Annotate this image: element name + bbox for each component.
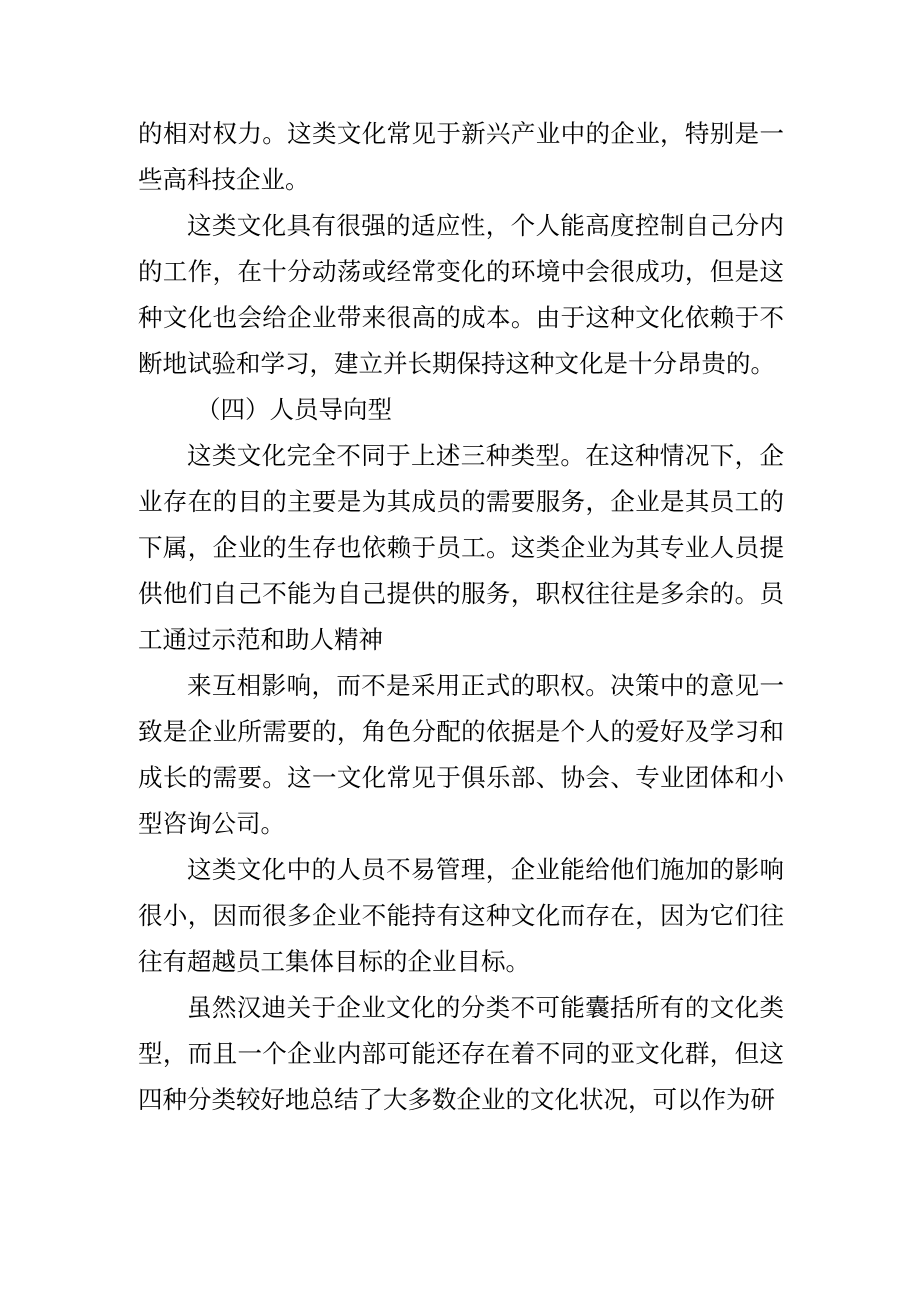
body-text <box>138 111 784 1123</box>
paragraph-person-oriented-intro: 这类文化完全不同于上述三种类型。在这种情况下，企业存在的目的主要是为其成员的需要服务，企业是其员工的下属，企业的生存也依赖于员工。这类企业为其专业人员提供他们自己不能为自己提供的服务，职权往往是多余的。员工通过示范和助人精神 <box>138 441 784 654</box>
paragraph-continuation: 的相对权力。这类文化常见于新兴产业中的企业，特别是一些高科技企业。 <box>138 119 784 194</box>
paragraph-adaptability: 这类文化具有很强的适应性，个人能高度控制自己分内的工作，在十分动荡或经常变化的环境中会很成功，但是这种文化也会给企业带来很高的成本。由于这种文化依赖于不断地试验和学习，建立并长期保持这种文化是十分昂贵的。 <box>138 211 784 378</box>
section-heading-person-oriented: （四）人员导向型 <box>196 395 392 424</box>
paragraph-management-difficulty: 这类文化中的人员不易管理，企业能给他们施加的影响很小，因而很多企业不能持有这种文化而存在，因为它们往往有超越员工集体目标的企业目标。 <box>138 855 784 976</box>
paragraph-mutual-influence: 来互相影响，而不是采用正式的职权。决策中的意见一致是企业所需要的，角色分配的依据是个人的爱好及学习和成长的需要。这一文化常见于俱乐部、协会、专业团体和小型咨询公司。 <box>138 671 784 838</box>
paragraph-handy-classification: 虽然汉迪关于企业文化的分类不可能囊括所有的文化类型，而且一个企业内部可能还存在着不同的亚文化群，但这四种分类较好地总结了大多数企业的文化状况，可以作为研 <box>138 993 784 1114</box>
